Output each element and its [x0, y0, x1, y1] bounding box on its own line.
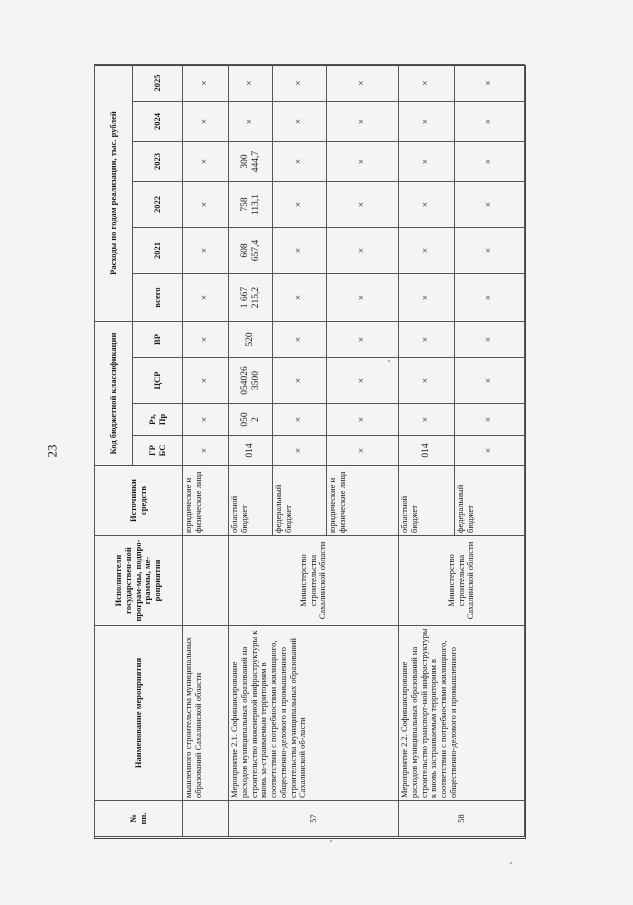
header-name: Наименование мероприятия — [95, 626, 183, 801]
header-2021: 2021 — [133, 228, 183, 274]
header-grbs: ГР БС — [133, 436, 183, 466]
cell-2024: × — [327, 102, 399, 142]
cell-2023: × — [183, 142, 229, 182]
cell-csr: × — [327, 358, 399, 404]
cell-csr: × — [183, 358, 229, 404]
cell-2023: × — [455, 142, 525, 182]
table-row-58-a — [399, 65, 455, 837]
cell-2021: × — [273, 228, 327, 274]
cell-executor-57: Министерство строительства Сахалинской области — [229, 536, 399, 626]
cell-vr: × — [273, 322, 327, 358]
header-total: всего — [133, 274, 183, 322]
cell-csr: 054026 3500 — [229, 358, 273, 404]
cell-rzpr: × — [327, 404, 399, 436]
cell-2025: × — [183, 65, 229, 102]
cell-rzpr: × — [399, 404, 455, 436]
cell-2024: × — [455, 102, 525, 142]
cell-2021: × — [327, 228, 399, 274]
cell-total: 1 667 215,2 — [229, 274, 273, 322]
header-csr: ЦСР — [133, 358, 183, 404]
cell-executor — [183, 536, 229, 626]
rotated-table-container — [94, 65, 524, 837]
cell-num — [183, 801, 229, 837]
cell-2024: × — [229, 102, 273, 142]
cell-source: федеральный бюджет — [273, 466, 327, 536]
cell-2021: × — [455, 228, 525, 274]
header-budget-classification: Код бюджетной классификации — [95, 322, 133, 466]
cell-2022: × — [455, 182, 525, 228]
cell-csr: × — [273, 358, 327, 404]
cell-name-57: Мероприятие 2.1. Софинансирование расходов муниципальных образований на строительство инженерной инфраструктуры к вновь за-страиваемым территориям в соответствии с потребностями жилищного, общественно-делового и промышленного строительства муниципальных образований Сахалинской об-ласти — [229, 626, 399, 801]
cell-total: × — [399, 274, 455, 322]
cell-2024: × — [399, 102, 455, 142]
scan-speck — [388, 360, 390, 362]
page-number: 23 — [44, 444, 60, 458]
cell-2024: × — [183, 102, 229, 142]
header-expenses: Расходы по годам реализации, тыс. рублей — [95, 65, 133, 322]
cell-2022: × — [273, 182, 327, 228]
header-2023: 2023 — [133, 142, 183, 182]
cell-total: × — [455, 274, 525, 322]
cell-2025: × — [229, 65, 273, 102]
header-executor: Исполнители государствен-ной програм-мы, подпро-граммы, ме-роприятия — [95, 536, 183, 626]
cell-source: юридические и физические лица — [183, 466, 229, 536]
cell-2023: × — [273, 142, 327, 182]
cell-total: × — [327, 274, 399, 322]
header-row-1 — [95, 65, 133, 837]
cell-2024: × — [273, 102, 327, 142]
cell-name: мышленного строительства муниципальных образований Сахалинской области — [183, 626, 229, 801]
cell-source: областной бюджет — [399, 466, 455, 536]
cell-2021: × — [399, 228, 455, 274]
cell-vr: × — [327, 322, 399, 358]
cell-name-58: Мероприятие 2.2. Софинансирование расходов муниципальных образований на строительство транспорт-ной инфраструктуры к вновь застраиваемым территориям в соответствии с потребностями жилищного, общественно-делового и промышленного — [399, 626, 525, 801]
cell-grbs: × — [273, 436, 327, 466]
cell-total: × — [183, 274, 229, 322]
header-rzpr: Рз, Пр — [133, 404, 183, 436]
cell-2022: × — [327, 182, 399, 228]
cell-csr: × — [455, 358, 525, 404]
cell-grbs: 014 — [399, 436, 455, 466]
scan-speck — [510, 862, 512, 864]
table-row-57-a — [229, 65, 273, 837]
cell-2025: × — [455, 65, 525, 102]
cell-vr: × — [183, 322, 229, 358]
header-num: № пп. — [95, 801, 183, 837]
scan-speck — [330, 840, 332, 842]
cell-rzpr: × — [183, 404, 229, 436]
cell-csr: × — [399, 358, 455, 404]
cell-vr: × — [399, 322, 455, 358]
cell-grbs: × — [455, 436, 525, 466]
cell-2025: × — [399, 65, 455, 102]
cell-num-58: 58 — [399, 801, 525, 837]
cell-num-57: 57 — [229, 801, 399, 837]
cell-2021: × — [183, 228, 229, 274]
cell-rzpr: × — [273, 404, 327, 436]
header-2024: 2024 — [133, 102, 183, 142]
header-2022: 2022 — [133, 182, 183, 228]
cell-2021: 608 657,4 — [229, 228, 273, 274]
table-row-continued — [183, 65, 229, 837]
cell-2023: 300 444,7 — [229, 142, 273, 182]
budget-table — [94, 64, 525, 837]
cell-source: федеральный бюджет — [455, 466, 525, 536]
cell-executor-58: Министерство строительства Сахалинской области — [399, 536, 525, 626]
cell-source: юридические и физические лица — [327, 466, 399, 536]
cell-2025: × — [327, 65, 399, 102]
cell-grbs: × — [183, 436, 229, 466]
cell-2022: × — [183, 182, 229, 228]
cell-2022: 758 113,1 — [229, 182, 273, 228]
cell-grbs: × — [327, 436, 399, 466]
header-2025: 2025 — [133, 65, 183, 102]
cell-total: × — [273, 274, 327, 322]
cell-2023: × — [327, 142, 399, 182]
cell-rzpr: 050 2 — [229, 404, 273, 436]
cell-2025: × — [273, 65, 327, 102]
cell-2022: × — [399, 182, 455, 228]
cell-grbs: 014 — [229, 436, 273, 466]
header-vr: ВР — [133, 322, 183, 358]
cell-rzpr: × — [455, 404, 525, 436]
header-source: Источники средств — [95, 466, 183, 536]
cell-source: областной бюджет — [229, 466, 273, 536]
cell-2023: × — [399, 142, 455, 182]
cell-vr: 520 — [229, 322, 273, 358]
cell-vr: × — [455, 322, 525, 358]
